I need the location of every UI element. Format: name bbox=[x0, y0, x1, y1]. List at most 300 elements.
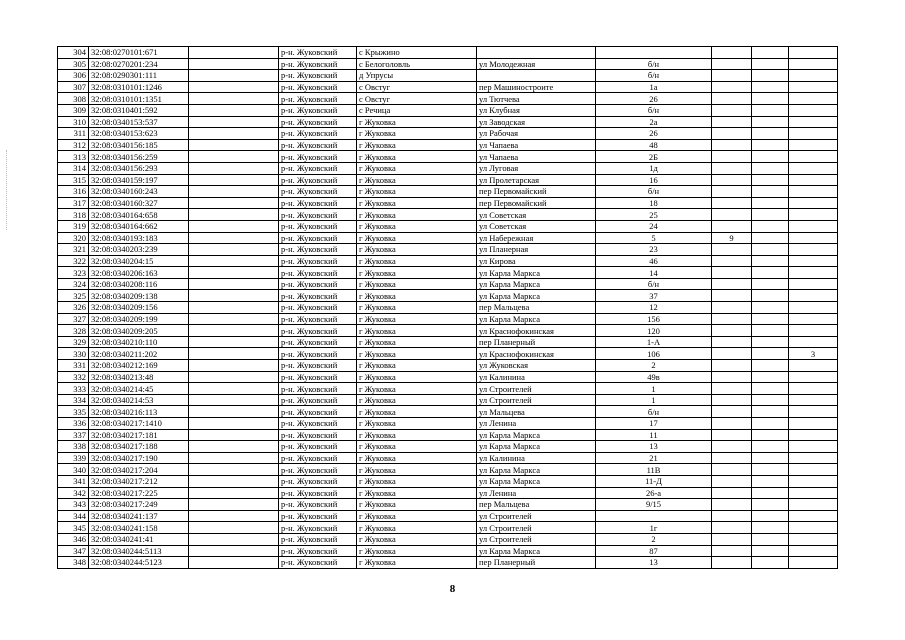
empty-cell bbox=[189, 81, 279, 93]
settlement-cell: г Жуковка bbox=[357, 290, 477, 302]
extra-count-cell bbox=[789, 139, 838, 151]
table-row bbox=[58, 452, 838, 464]
row-number-cell: 317 bbox=[58, 197, 89, 209]
cadastral-number-cell: 32:08:0340217:249 bbox=[89, 499, 189, 511]
house-number-cell: 18 bbox=[596, 197, 712, 209]
street-cell: пер Первомайский bbox=[477, 186, 596, 198]
district-cell: р-н. Жуковский bbox=[279, 47, 357, 59]
district-cell: р-н. Жуковский bbox=[279, 510, 357, 522]
district-cell: р-н. Жуковский bbox=[279, 313, 357, 325]
row-number-cell: 323 bbox=[58, 267, 89, 279]
empty-cell bbox=[189, 394, 279, 406]
table-row bbox=[58, 47, 838, 59]
settlement-cell: г Жуковка bbox=[357, 209, 477, 221]
empty-cell bbox=[752, 232, 789, 244]
empty-cell bbox=[189, 58, 279, 70]
row-number-cell: 329 bbox=[58, 336, 89, 348]
row-number-cell: 324 bbox=[58, 278, 89, 290]
empty-cell bbox=[189, 104, 279, 116]
district-cell: р-н. Жуковский bbox=[279, 371, 357, 383]
cadastral-number-cell: 32:08:0340244:5113 bbox=[89, 545, 189, 557]
row-number-cell: 313 bbox=[58, 151, 89, 163]
district-cell: р-н. Жуковский bbox=[279, 533, 357, 545]
district-cell: р-н. Жуковский bbox=[279, 348, 357, 360]
extra-number-cell bbox=[712, 313, 752, 325]
district-cell: р-н. Жуковский bbox=[279, 220, 357, 232]
district-cell: р-н. Жуковский bbox=[279, 418, 357, 430]
row-number-cell: 318 bbox=[58, 209, 89, 221]
extra-number-cell bbox=[712, 290, 752, 302]
house-number-cell: 1а bbox=[596, 81, 712, 93]
settlement-cell: г Жуковка bbox=[357, 336, 477, 348]
street-cell: ул Краснофокинская bbox=[477, 325, 596, 337]
house-number-cell: 11 bbox=[596, 429, 712, 441]
settlement-cell: г Жуковка bbox=[357, 313, 477, 325]
table-row bbox=[58, 394, 838, 406]
settlement-cell: г Жуковка bbox=[357, 371, 477, 383]
extra-count-cell bbox=[789, 186, 838, 198]
empty-cell bbox=[189, 139, 279, 151]
empty-cell bbox=[189, 47, 279, 59]
cadastral-number-cell: 32:08:0340244:5123 bbox=[89, 557, 189, 569]
street-cell: ул Жуковская bbox=[477, 360, 596, 372]
row-number-cell: 306 bbox=[58, 70, 89, 82]
street-cell: ул Калинина bbox=[477, 371, 596, 383]
house-number-cell: б/н bbox=[596, 406, 712, 418]
cadastral-number-cell: 32:08:0340209:156 bbox=[89, 302, 189, 314]
table-row bbox=[58, 336, 838, 348]
extra-number-cell bbox=[712, 104, 752, 116]
settlement-cell: с Овстуг bbox=[357, 81, 477, 93]
street-cell: пер Машиностроите bbox=[477, 81, 596, 93]
extra-count-cell bbox=[789, 499, 838, 511]
cadastral-number-cell: 32:08:0340193:183 bbox=[89, 232, 189, 244]
extra-count-cell bbox=[789, 418, 838, 430]
extra-number-cell bbox=[712, 545, 752, 557]
row-number-cell: 346 bbox=[58, 533, 89, 545]
street-cell: ул Пролетарская bbox=[477, 174, 596, 186]
district-cell: р-н. Жуковский bbox=[279, 151, 357, 163]
table-row bbox=[58, 151, 838, 163]
house-number-cell: 1г bbox=[596, 522, 712, 534]
empty-cell bbox=[189, 302, 279, 314]
extra-count-cell bbox=[789, 255, 838, 267]
empty-cell bbox=[752, 325, 789, 337]
cadastral-number-cell: 32:08:0340153:537 bbox=[89, 116, 189, 128]
scan-edge-mark bbox=[6, 150, 8, 230]
extra-number-cell bbox=[712, 151, 752, 163]
extra-count-cell bbox=[789, 174, 838, 186]
extra-count-cell bbox=[789, 93, 838, 105]
district-cell: р-н. Жуковский bbox=[279, 197, 357, 209]
house-number-cell: 11-Д bbox=[596, 475, 712, 487]
house-number-cell: 14 bbox=[596, 267, 712, 279]
house-number-cell: 13 bbox=[596, 557, 712, 569]
empty-cell bbox=[752, 394, 789, 406]
extra-count-cell bbox=[789, 220, 838, 232]
cadastral-number-cell: 32:08:0340204:15 bbox=[89, 255, 189, 267]
street-cell: ул Строителей bbox=[477, 522, 596, 534]
district-cell: р-н. Жуковский bbox=[279, 325, 357, 337]
extra-number-cell bbox=[712, 487, 752, 499]
district-cell: р-н. Жуковский bbox=[279, 557, 357, 569]
table-row bbox=[58, 116, 838, 128]
table-row bbox=[58, 244, 838, 256]
table-row bbox=[58, 522, 838, 534]
extra-count-cell bbox=[789, 162, 838, 174]
settlement-cell: г Жуковка bbox=[357, 302, 477, 314]
district-cell: р-н. Жуковский bbox=[279, 336, 357, 348]
extra-number-cell bbox=[712, 418, 752, 430]
settlement-cell: г Жуковка bbox=[357, 557, 477, 569]
empty-cell bbox=[189, 557, 279, 569]
empty-cell bbox=[752, 128, 789, 140]
row-number-cell: 331 bbox=[58, 360, 89, 372]
table-row bbox=[58, 533, 838, 545]
extra-count-cell bbox=[789, 475, 838, 487]
district-cell: р-н. Жуковский bbox=[279, 487, 357, 499]
extra-count-cell: 3 bbox=[789, 348, 838, 360]
table-row bbox=[58, 278, 838, 290]
empty-cell bbox=[189, 418, 279, 430]
settlement-cell: г Жуковка bbox=[357, 139, 477, 151]
extra-count-cell bbox=[789, 232, 838, 244]
house-number-cell bbox=[596, 47, 712, 59]
district-cell: р-н. Жуковский bbox=[279, 383, 357, 395]
extra-count-cell bbox=[789, 441, 838, 453]
empty-cell bbox=[189, 128, 279, 140]
table-row bbox=[58, 557, 838, 569]
row-number-cell: 334 bbox=[58, 394, 89, 406]
extra-count-cell bbox=[789, 325, 838, 337]
house-number-cell: 156 bbox=[596, 313, 712, 325]
empty-cell bbox=[189, 197, 279, 209]
cadastral-number-cell: 32:08:0340164:662 bbox=[89, 220, 189, 232]
table-row bbox=[58, 313, 838, 325]
extra-number-cell bbox=[712, 325, 752, 337]
empty-cell bbox=[189, 429, 279, 441]
table-row bbox=[58, 197, 838, 209]
settlement-cell: г Жуковка bbox=[357, 116, 477, 128]
empty-cell bbox=[752, 510, 789, 522]
extra-count-cell bbox=[789, 290, 838, 302]
row-number-cell: 336 bbox=[58, 418, 89, 430]
district-cell: р-н. Жуковский bbox=[279, 209, 357, 221]
settlement-cell: г Жуковка bbox=[357, 325, 477, 337]
extra-count-cell bbox=[789, 406, 838, 418]
house-number-cell: 106 bbox=[596, 348, 712, 360]
district-cell: р-н. Жуковский bbox=[279, 58, 357, 70]
empty-cell bbox=[189, 452, 279, 464]
settlement-cell: с Речица bbox=[357, 104, 477, 116]
cadastral-number-cell: 32:08:0340160:327 bbox=[89, 197, 189, 209]
cadastral-number-cell: 32:08:0340203:239 bbox=[89, 244, 189, 256]
district-cell: р-н. Жуковский bbox=[279, 360, 357, 372]
cadastral-number-cell: 32:08:0310101:1351 bbox=[89, 93, 189, 105]
cadastral-number-cell: 32:08:0340156:259 bbox=[89, 151, 189, 163]
district-cell: р-н. Жуковский bbox=[279, 267, 357, 279]
settlement-cell: г Жуковка bbox=[357, 429, 477, 441]
settlement-cell: г Жуковка bbox=[357, 244, 477, 256]
street-cell: ул Клубная bbox=[477, 104, 596, 116]
empty-cell bbox=[189, 533, 279, 545]
cadastral-number-cell: 32:08:0340159:197 bbox=[89, 174, 189, 186]
empty-cell bbox=[189, 348, 279, 360]
settlement-cell: с Овстуг bbox=[357, 93, 477, 105]
empty-cell bbox=[752, 244, 789, 256]
empty-cell bbox=[752, 104, 789, 116]
page-number: 8 bbox=[449, 583, 456, 595]
row-number-cell: 345 bbox=[58, 522, 89, 534]
cadastral-number-cell: 32:08:0270201:234 bbox=[89, 58, 189, 70]
street-cell: ул Набережная bbox=[477, 232, 596, 244]
extra-number-cell bbox=[712, 557, 752, 569]
cadastral-number-cell: 32:08:0340156:185 bbox=[89, 139, 189, 151]
extra-count-cell bbox=[789, 464, 838, 476]
empty-cell bbox=[189, 290, 279, 302]
empty-cell bbox=[189, 209, 279, 221]
empty-cell bbox=[189, 510, 279, 522]
empty-cell bbox=[752, 464, 789, 476]
extra-count-cell bbox=[789, 429, 838, 441]
empty-cell bbox=[189, 232, 279, 244]
row-number-cell: 305 bbox=[58, 58, 89, 70]
district-cell: р-н. Жуковский bbox=[279, 232, 357, 244]
district-cell: р-н. Жуковский bbox=[279, 104, 357, 116]
settlement-cell: г Жуковка bbox=[357, 418, 477, 430]
row-number-cell: 314 bbox=[58, 162, 89, 174]
empty-cell bbox=[189, 93, 279, 105]
empty-cell bbox=[189, 255, 279, 267]
district-cell: р-н. Жуковский bbox=[279, 499, 357, 511]
empty-cell bbox=[752, 186, 789, 198]
house-number-cell: 26-а bbox=[596, 487, 712, 499]
row-number-cell: 328 bbox=[58, 325, 89, 337]
empty-cell bbox=[189, 360, 279, 372]
empty-cell bbox=[752, 93, 789, 105]
settlement-cell: г Жуковка bbox=[357, 394, 477, 406]
settlement-cell: г Жуковка bbox=[357, 452, 477, 464]
settlement-cell: г Жуковка bbox=[357, 128, 477, 140]
street-cell: ул Карла Маркса bbox=[477, 464, 596, 476]
settlement-cell: с Крыжино bbox=[357, 47, 477, 59]
cadastral-number-cell: 32:08:0340211:202 bbox=[89, 348, 189, 360]
cadastral-number-cell: 32:08:0340216:113 bbox=[89, 406, 189, 418]
empty-cell bbox=[189, 383, 279, 395]
street-cell: пер Первомайский bbox=[477, 197, 596, 209]
house-number-cell: б/н bbox=[596, 104, 712, 116]
cadastral-number-cell: 32:08:0340153:623 bbox=[89, 128, 189, 140]
extra-count-cell bbox=[789, 394, 838, 406]
street-cell: ул Тютчева bbox=[477, 93, 596, 105]
extra-count-cell bbox=[789, 267, 838, 279]
street-cell: ул Советская bbox=[477, 220, 596, 232]
empty-cell bbox=[752, 220, 789, 232]
table-row bbox=[58, 267, 838, 279]
street-cell: пер Мальцева bbox=[477, 302, 596, 314]
district-cell: р-н. Жуковский bbox=[279, 255, 357, 267]
settlement-cell: г Жуковка bbox=[357, 383, 477, 395]
empty-cell bbox=[189, 244, 279, 256]
street-cell bbox=[477, 47, 596, 59]
cadastral-number-cell: 32:08:0340217:188 bbox=[89, 441, 189, 453]
extra-count-cell bbox=[789, 545, 838, 557]
extra-number-cell bbox=[712, 93, 752, 105]
row-number-cell: 320 bbox=[58, 232, 89, 244]
extra-number-cell bbox=[712, 186, 752, 198]
table-row bbox=[58, 93, 838, 105]
empty-cell bbox=[752, 429, 789, 441]
extra-count-cell bbox=[789, 533, 838, 545]
empty-cell bbox=[752, 162, 789, 174]
settlement-cell: г Жуковка bbox=[357, 545, 477, 557]
extra-number-cell bbox=[712, 522, 752, 534]
table-row bbox=[58, 81, 838, 93]
table-row bbox=[58, 255, 838, 267]
cadastral-number-cell: 32:08:0340217:181 bbox=[89, 429, 189, 441]
table-row bbox=[58, 360, 838, 372]
cadastral-number-cell: 32:08:0340241:41 bbox=[89, 533, 189, 545]
street-cell: ул Ленина bbox=[477, 487, 596, 499]
empty-cell bbox=[752, 209, 789, 221]
table-row bbox=[58, 441, 838, 453]
extra-count-cell bbox=[789, 487, 838, 499]
empty-cell bbox=[752, 116, 789, 128]
cadastral-number-cell: 32:08:0340241:158 bbox=[89, 522, 189, 534]
house-number-cell: 25 bbox=[596, 209, 712, 221]
extra-count-cell bbox=[789, 371, 838, 383]
house-number-cell: 11В bbox=[596, 464, 712, 476]
empty-cell bbox=[189, 371, 279, 383]
extra-count-cell bbox=[789, 557, 838, 569]
district-cell: р-н. Жуковский bbox=[279, 394, 357, 406]
cadastral-number-cell: 32:08:0340241:137 bbox=[89, 510, 189, 522]
table-row bbox=[58, 510, 838, 522]
empty-cell bbox=[189, 70, 279, 82]
table-row bbox=[58, 104, 838, 116]
house-number-cell: б/н bbox=[596, 186, 712, 198]
extra-number-cell bbox=[712, 139, 752, 151]
table-row bbox=[58, 383, 838, 395]
extra-number-cell bbox=[712, 429, 752, 441]
street-cell: ул Карла Маркса bbox=[477, 441, 596, 453]
settlement-cell: г Жуковка bbox=[357, 464, 477, 476]
row-number-cell: 335 bbox=[58, 406, 89, 418]
district-cell: р-н. Жуковский bbox=[279, 116, 357, 128]
district-cell: р-н. Жуковский bbox=[279, 139, 357, 151]
extra-count-cell bbox=[789, 209, 838, 221]
extra-number-cell bbox=[712, 47, 752, 59]
extra-number-cell bbox=[712, 220, 752, 232]
extra-number-cell bbox=[712, 441, 752, 453]
cadastral-number-cell: 32:08:0310401:592 bbox=[89, 104, 189, 116]
settlement-cell: г Жуковка bbox=[357, 255, 477, 267]
empty-cell bbox=[752, 545, 789, 557]
row-number-cell: 309 bbox=[58, 104, 89, 116]
house-number-cell: 26 bbox=[596, 128, 712, 140]
table-row bbox=[58, 290, 838, 302]
empty-cell bbox=[189, 475, 279, 487]
house-number-cell: 9/15 bbox=[596, 499, 712, 511]
district-cell: р-н. Жуковский bbox=[279, 522, 357, 534]
extra-number-cell bbox=[712, 174, 752, 186]
extra-count-cell bbox=[789, 128, 838, 140]
street-cell: ул Строителей bbox=[477, 510, 596, 522]
table-row bbox=[58, 487, 838, 499]
extra-number-cell bbox=[712, 209, 752, 221]
settlement-cell: г Жуковка bbox=[357, 232, 477, 244]
empty-cell bbox=[752, 290, 789, 302]
empty-cell bbox=[752, 151, 789, 163]
district-cell: р-н. Жуковский bbox=[279, 81, 357, 93]
settlement-cell: г Жуковка bbox=[357, 267, 477, 279]
cadastral-number-cell: 32:08:0340160:243 bbox=[89, 186, 189, 198]
row-number-cell: 348 bbox=[58, 557, 89, 569]
table-row bbox=[58, 418, 838, 430]
empty-cell bbox=[752, 533, 789, 545]
house-number-cell bbox=[596, 510, 712, 522]
extra-number-cell bbox=[712, 302, 752, 314]
cadastral-number-cell: 32:08:0340164:658 bbox=[89, 209, 189, 221]
cadastral-number-cell: 32:08:0340156:293 bbox=[89, 162, 189, 174]
empty-cell bbox=[189, 522, 279, 534]
extra-number-cell bbox=[712, 116, 752, 128]
house-number-cell: б/н bbox=[596, 58, 712, 70]
row-number-cell: 327 bbox=[58, 313, 89, 325]
extra-number-cell bbox=[712, 533, 752, 545]
extra-number-cell bbox=[712, 58, 752, 70]
row-number-cell: 326 bbox=[58, 302, 89, 314]
district-cell: р-н. Жуковский bbox=[279, 464, 357, 476]
row-number-cell: 340 bbox=[58, 464, 89, 476]
table-row bbox=[58, 325, 838, 337]
extra-number-cell bbox=[712, 255, 752, 267]
extra-count-cell bbox=[789, 302, 838, 314]
empty-cell bbox=[752, 452, 789, 464]
extra-count-cell bbox=[789, 522, 838, 534]
table-row bbox=[58, 371, 838, 383]
district-cell: р-н. Жуковский bbox=[279, 162, 357, 174]
empty-cell bbox=[752, 278, 789, 290]
settlement-cell: г Жуковка bbox=[357, 186, 477, 198]
empty-cell bbox=[752, 475, 789, 487]
extra-count-cell bbox=[789, 313, 838, 325]
house-number-cell: 120 bbox=[596, 325, 712, 337]
extra-count-cell bbox=[789, 452, 838, 464]
street-cell: ул Строителей bbox=[477, 383, 596, 395]
empty-cell bbox=[189, 174, 279, 186]
extra-count-cell bbox=[789, 360, 838, 372]
street-cell: ул Чапаева bbox=[477, 151, 596, 163]
extra-count-cell bbox=[789, 47, 838, 59]
settlement-cell: г Жуковка bbox=[357, 510, 477, 522]
empty-cell bbox=[189, 267, 279, 279]
empty-cell bbox=[752, 255, 789, 267]
empty-cell bbox=[189, 278, 279, 290]
settlement-cell: г Жуковка bbox=[357, 278, 477, 290]
cadastral-number-cell: 32:08:0340210:110 bbox=[89, 336, 189, 348]
cadastral-number-cell: 32:08:0340209:205 bbox=[89, 325, 189, 337]
extra-count-cell bbox=[789, 81, 838, 93]
extra-number-cell bbox=[712, 197, 752, 209]
empty-cell bbox=[189, 336, 279, 348]
extra-number-cell bbox=[712, 267, 752, 279]
settlement-cell: г Жуковка bbox=[357, 533, 477, 545]
street-cell bbox=[477, 70, 596, 82]
extra-count-cell bbox=[789, 383, 838, 395]
table-row bbox=[58, 139, 838, 151]
cadastral-number-cell: 32:08:0340214:45 bbox=[89, 383, 189, 395]
